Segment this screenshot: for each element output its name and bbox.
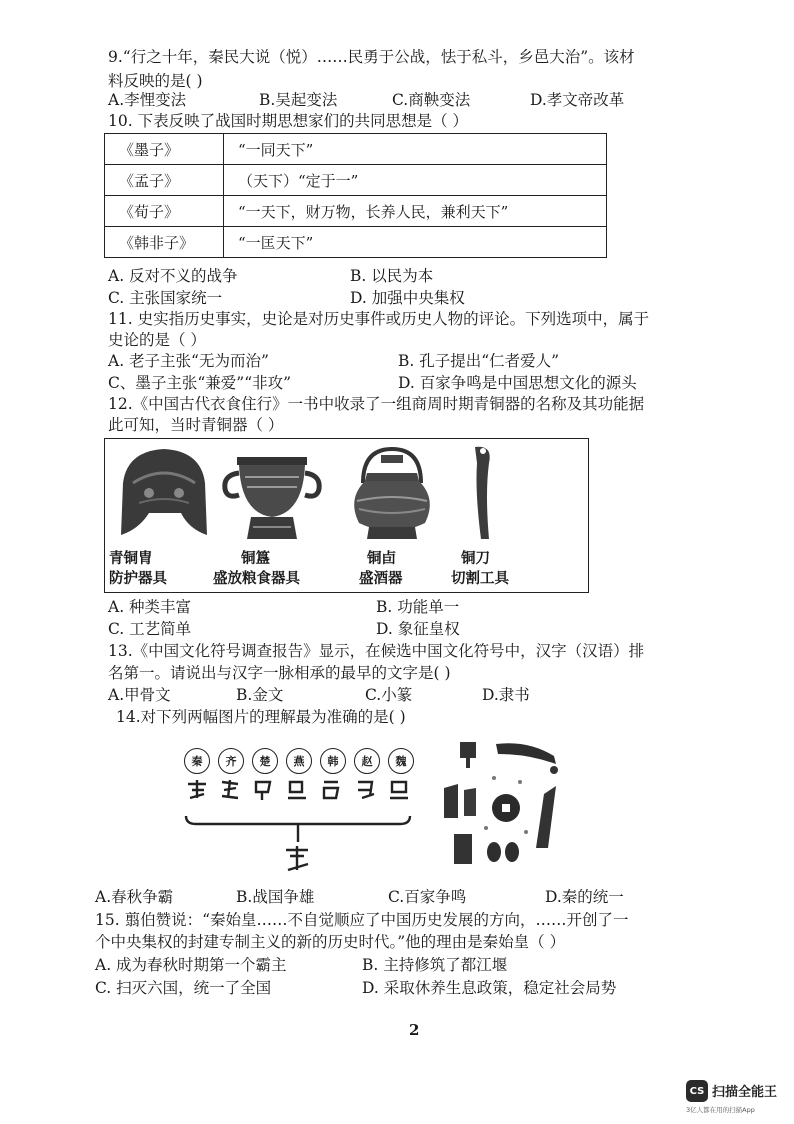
q12-option-a: A. 种类丰富 xyxy=(108,598,192,616)
q9-option-b: B.吴起变法 xyxy=(259,91,338,109)
q14-script-unification-figure xyxy=(178,748,418,878)
ancient-coins-icon xyxy=(436,738,576,868)
bronze-func-gui: 盛放粮食器具 xyxy=(213,570,300,587)
q13-stem-line2: 名第一。请说出与汉字一脉相承的最早的文字是( ) xyxy=(108,664,451,682)
bronze-func-helmet: 防护器具 xyxy=(109,570,167,587)
table-cell-book: 《墨子》 xyxy=(105,134,224,165)
q12-option-c: C. 工艺简单 xyxy=(108,620,192,638)
bronze-name-knife: 铜刀 xyxy=(461,550,490,567)
table-cell-quote: “一天下，财万物，长养人民，兼利天下” xyxy=(224,196,607,227)
table-row xyxy=(105,134,607,165)
q14-option-d: D.秦的统一 xyxy=(545,888,624,906)
q13-option-b: B.金文 xyxy=(236,686,284,704)
table-cell-quote: “一同天下” xyxy=(224,134,607,165)
bronze-func-knife: 切割工具 xyxy=(451,570,509,587)
bronze-gui-image xyxy=(217,443,327,543)
q12-option-d: D. 象征皇权 xyxy=(376,620,460,638)
scanner-app-name: 扫描全能王 xyxy=(712,1085,778,1100)
table-row xyxy=(105,196,607,227)
q15-stem-line1: 15. 翦伯赞说：“秦始皇……不自觉顺应了中国历史发展的方向，……开创了一 xyxy=(95,911,629,929)
q12-stem-line2: 此可知，当时青铜器（ ） xyxy=(108,416,284,434)
q10-option-c: C. 主张国家统一 xyxy=(108,289,223,307)
bronze-name-gui: 铜簋 xyxy=(241,550,270,567)
scanner-tagline: 3亿人都在用的扫描App xyxy=(686,1106,755,1114)
table-cell-book: 《荀子》 xyxy=(105,196,224,227)
table-cell-book: 《韩非子》 xyxy=(105,227,224,258)
state-seal-chu: 楚 xyxy=(252,748,278,774)
q13-option-c: C.小篆 xyxy=(365,686,413,704)
q9-stem-line1: 9.“行之十年，秦民大说（悦）……民勇于公战，怯于私斗，乡邑大治”。该材 xyxy=(108,48,635,66)
q13-option-d: D.隶书 xyxy=(482,686,530,704)
q11-stem-line1: 11. 史实指历史事实，史论是对历史事件或历史人物的评论。下列选项中，属于 xyxy=(108,310,650,328)
state-seal-han: 韩 xyxy=(320,748,346,774)
q13-stem-line1: 13.《中国文化符号调查报告》显示，在候选中国文化符号中，汉字（汉语）排 xyxy=(108,642,645,660)
bronze-you-image xyxy=(337,443,447,543)
q14-stem: 14.对下列两幅图片的理解最为准确的是( ) xyxy=(116,708,406,726)
bronze-name-you: 铜卣 xyxy=(367,550,396,567)
state-seal-zhao: 赵 xyxy=(354,748,380,774)
state-seal-qi: 齐 xyxy=(218,748,244,774)
q15-option-a: A. 成为春秋时期第一个霸主 xyxy=(95,956,287,974)
q10-option-d: D. 加强中央集权 xyxy=(350,289,465,307)
q13-option-a: A.甲骨文 xyxy=(108,686,171,704)
bronze-func-you: 盛酒器 xyxy=(359,570,403,587)
q9-option-d: D.孝文帝改革 xyxy=(530,91,625,109)
q11-stem-line2: 史论的是（ ） xyxy=(108,331,206,349)
q14-coins-figure xyxy=(436,738,576,868)
q15-option-b: B. 主持修筑了都江堰 xyxy=(362,956,508,974)
state-seal-wei: 魏 xyxy=(388,748,414,774)
q12-stem-line1: 12.《中国古代衣食住行》一书中收录了一组商周时期青铜器的名称及其功能据 xyxy=(108,395,645,413)
q15-option-c: C. 扫灭六国，统一了全国 xyxy=(95,979,272,997)
q11-option-b: B. 孔子提出“仁者爱人” xyxy=(398,352,560,370)
q15-stem-line2: 个中央集权的封建专制主义的新的历史时代。”他的理由是秦始皇（ ） xyxy=(95,933,566,951)
q9-option-c: C.商鞅变法 xyxy=(392,91,471,109)
table-row xyxy=(105,165,607,196)
q14-option-b: B.战国争雄 xyxy=(236,888,315,906)
q9-stem-line2: 料反映的是( ) xyxy=(108,72,203,90)
scanner-logo-icon: CS xyxy=(686,1080,708,1102)
q12-bronze-figure xyxy=(104,438,589,593)
bronze-knife-image xyxy=(445,443,555,543)
q10-stem: 10. 下表反映了战国时期思想家们的共同思想是（ ） xyxy=(108,112,469,130)
state-seal-qin: 秦 xyxy=(184,748,210,774)
q10-option-a: A. 反对不义的战争 xyxy=(108,267,238,285)
q10-quote-table xyxy=(104,133,607,258)
table-cell-book: 《孟子》 xyxy=(105,165,224,196)
table-row xyxy=(105,227,607,258)
ancient-script-variants-icon xyxy=(178,776,418,878)
q12-option-b: B. 功能单一 xyxy=(376,598,460,616)
q9-option-a: A.李悝变法 xyxy=(108,91,187,109)
bronze-name-helmet: 青铜胄 xyxy=(109,550,153,567)
q14-option-c: C.百家争鸣 xyxy=(388,888,467,906)
q15-option-d: D. 采取休养生息政策，稳定社会局势 xyxy=(362,979,617,997)
q14-option-a: A.春秋争霸 xyxy=(95,888,174,906)
state-seal-yan: 燕 xyxy=(286,748,312,774)
table-cell-quote: “一匡天下” xyxy=(224,227,607,258)
table-cell-quote: （天下）“定于一” xyxy=(224,165,607,196)
q10-option-b: B. 以民为本 xyxy=(350,267,434,285)
q11-option-a: A. 老子主张“无为而治” xyxy=(108,352,269,370)
bronze-helmet-image xyxy=(109,443,219,543)
q11-option-d: D. 百家争鸣是中国思想文化的源头 xyxy=(398,374,637,392)
q11-option-c: C、墨子主张“兼爱”“非攻” xyxy=(108,374,292,392)
page-number: 2 xyxy=(409,1021,420,1039)
